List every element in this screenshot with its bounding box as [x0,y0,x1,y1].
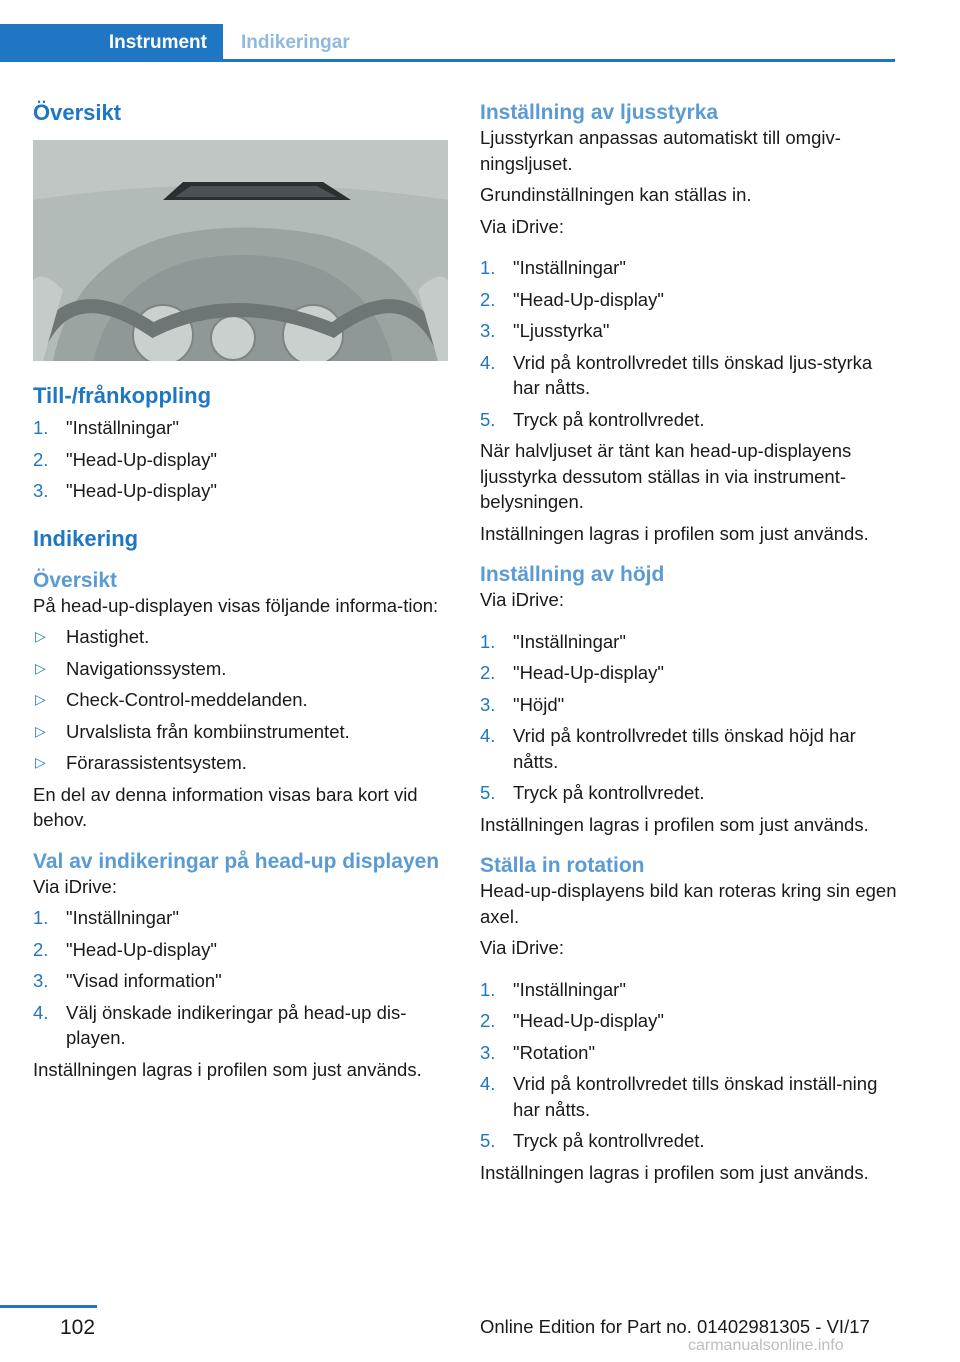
list-item: 3. "Rotation" [480,1041,596,1063]
height-steps [480,629,900,806]
list-item: 5. Tryck på kontrollvredet. [480,408,705,430]
watermark-text: carmanualsonline.info [688,1337,844,1354]
brightness-basic-text: Grundinställningen kan ställas in. [480,184,752,205]
list-item: 2. "Head-Up-display" [33,938,217,960]
rotation-steps [480,977,900,1154]
list-item: ▷ Navigationssystem. [33,656,448,682]
list-item: ▷ Urvalslista från kombiinstrumentet. [33,719,448,745]
saved-text: Inställningen lagras i profilen som just används. [33,1058,422,1080]
via-idrive-text: Via iDrive: [480,215,564,237]
list-item: 2. "Head-Up-display" [33,448,217,470]
select-steps [33,905,448,1051]
list-item: 2. "Head-Up-display" [480,1010,664,1031]
brightness-auto-text: Ljusstyrkan anpassas automatiskt till omgiv-ningsljuset. [480,127,841,174]
tab-indikeringar[interactable]: Indikeringar [241,32,350,53]
list-item: 3. "Head-Up-display" [33,480,217,501]
lowbeam-text: När halvljuset är tänt kan head-up-displayens ljusstyrka dessutom ställas in via instrument-belysningen. [480,440,852,512]
triangle-bullet-icon: ▷ [35,659,46,676]
header-rule [223,59,895,62]
list-item: 1. "Inställningar" [480,257,626,278]
tab-instrument[interactable] [0,24,223,62]
saved-text: Inställningen lagras i profilen som just används. [480,1161,869,1183]
list-item: 2. "Head-Up-display" [480,662,664,683]
subheading-rotation: Ställa in rotation [480,854,645,877]
heading-display: Indikering [33,525,139,551]
heading-overview: Översikt [33,100,122,125]
subheading-height: Inställning av höjd [480,563,665,586]
list-item: 5. Tryck på kontrollvredet. [480,1130,705,1151]
list-item: 1. "Inställningar" [480,978,626,1000]
edition-text: Online Edition for Part no. 01402981305 - VI/17 [480,1316,870,1337]
list-item: 4. Vrid på kontrollvredet tills önskad ljus-styrka har nåtts. [480,351,873,398]
triangle-bullet-icon: ▷ [35,722,46,739]
via-idrive-text: Via iDrive: [480,589,564,610]
heading-onoff: Till-/frånkoppling [33,383,212,408]
partial-info-text: En del av denna information visas bara kort vid behov. [33,783,418,830]
right-column [480,100,900,1185]
saved-text: Inställningen lagras i profilen som just används. [480,813,869,835]
onoff-steps [33,415,448,504]
list-item: 1. "Inställningar" [33,417,179,438]
triangle-bullet-icon: ▷ [35,754,46,770]
subheading-select-display: Val av indikeringar på head-up displayen [33,849,440,873]
left-column [33,100,448,1082]
saved-text: Inställningen lagras i profilen som just används. [480,522,869,544]
triangle-bullet-icon: ▷ [35,691,46,707]
list-item: 4. Vrid på kontrollvredet tills önskad höjd har nåtts. [480,725,856,772]
list-item: 3. "Visad information" [33,970,222,991]
list-item: ▷ Hastighet. [33,624,448,650]
page-header [0,0,895,62]
list-item: 2. "Head-Up-display" [480,288,664,310]
info-bullets [33,624,448,776]
list-item: 3. "Höjd" [480,693,565,715]
list-item: 5. Tryck på kontrollvredet. [480,782,705,803]
tab-instrument-label: Instrument [108,32,207,53]
list-item: ▷ Förarassistentsystem. [33,750,448,776]
rotation-text: Head-up-displayens bild kan roteras kring sin egen axel. [480,880,897,927]
footer-rule [0,1305,97,1308]
overview-text: På head-up-displayen visas följande informa-tion: [33,594,439,616]
brightness-steps [480,255,900,432]
via-idrive-text: Via iDrive: [33,875,117,897]
via-idrive-text: Via iDrive: [480,937,564,958]
list-item: 1. "Inställningar" [33,907,179,928]
list-item: 4. Vrid på kontrollvredet tills önskad inställ-ning har nåtts. [480,1073,878,1120]
list-item: 4. Välj önskade indikeringar på head-up dis-playen. [33,1001,407,1048]
triangle-bullet-icon: ▷ [35,628,46,644]
list-item: 1. "Inställningar" [480,630,626,652]
subheading-overview: Översikt [33,568,118,592]
head-up-display-figure [33,140,448,361]
subheading-brightness: Inställning av ljusstyrka [480,101,719,124]
list-item: 3. "Ljusstyrka" [480,320,610,341]
list-item: ▷ Check-Control-meddelanden. [33,687,448,713]
page-number: 102 [60,1316,96,1339]
